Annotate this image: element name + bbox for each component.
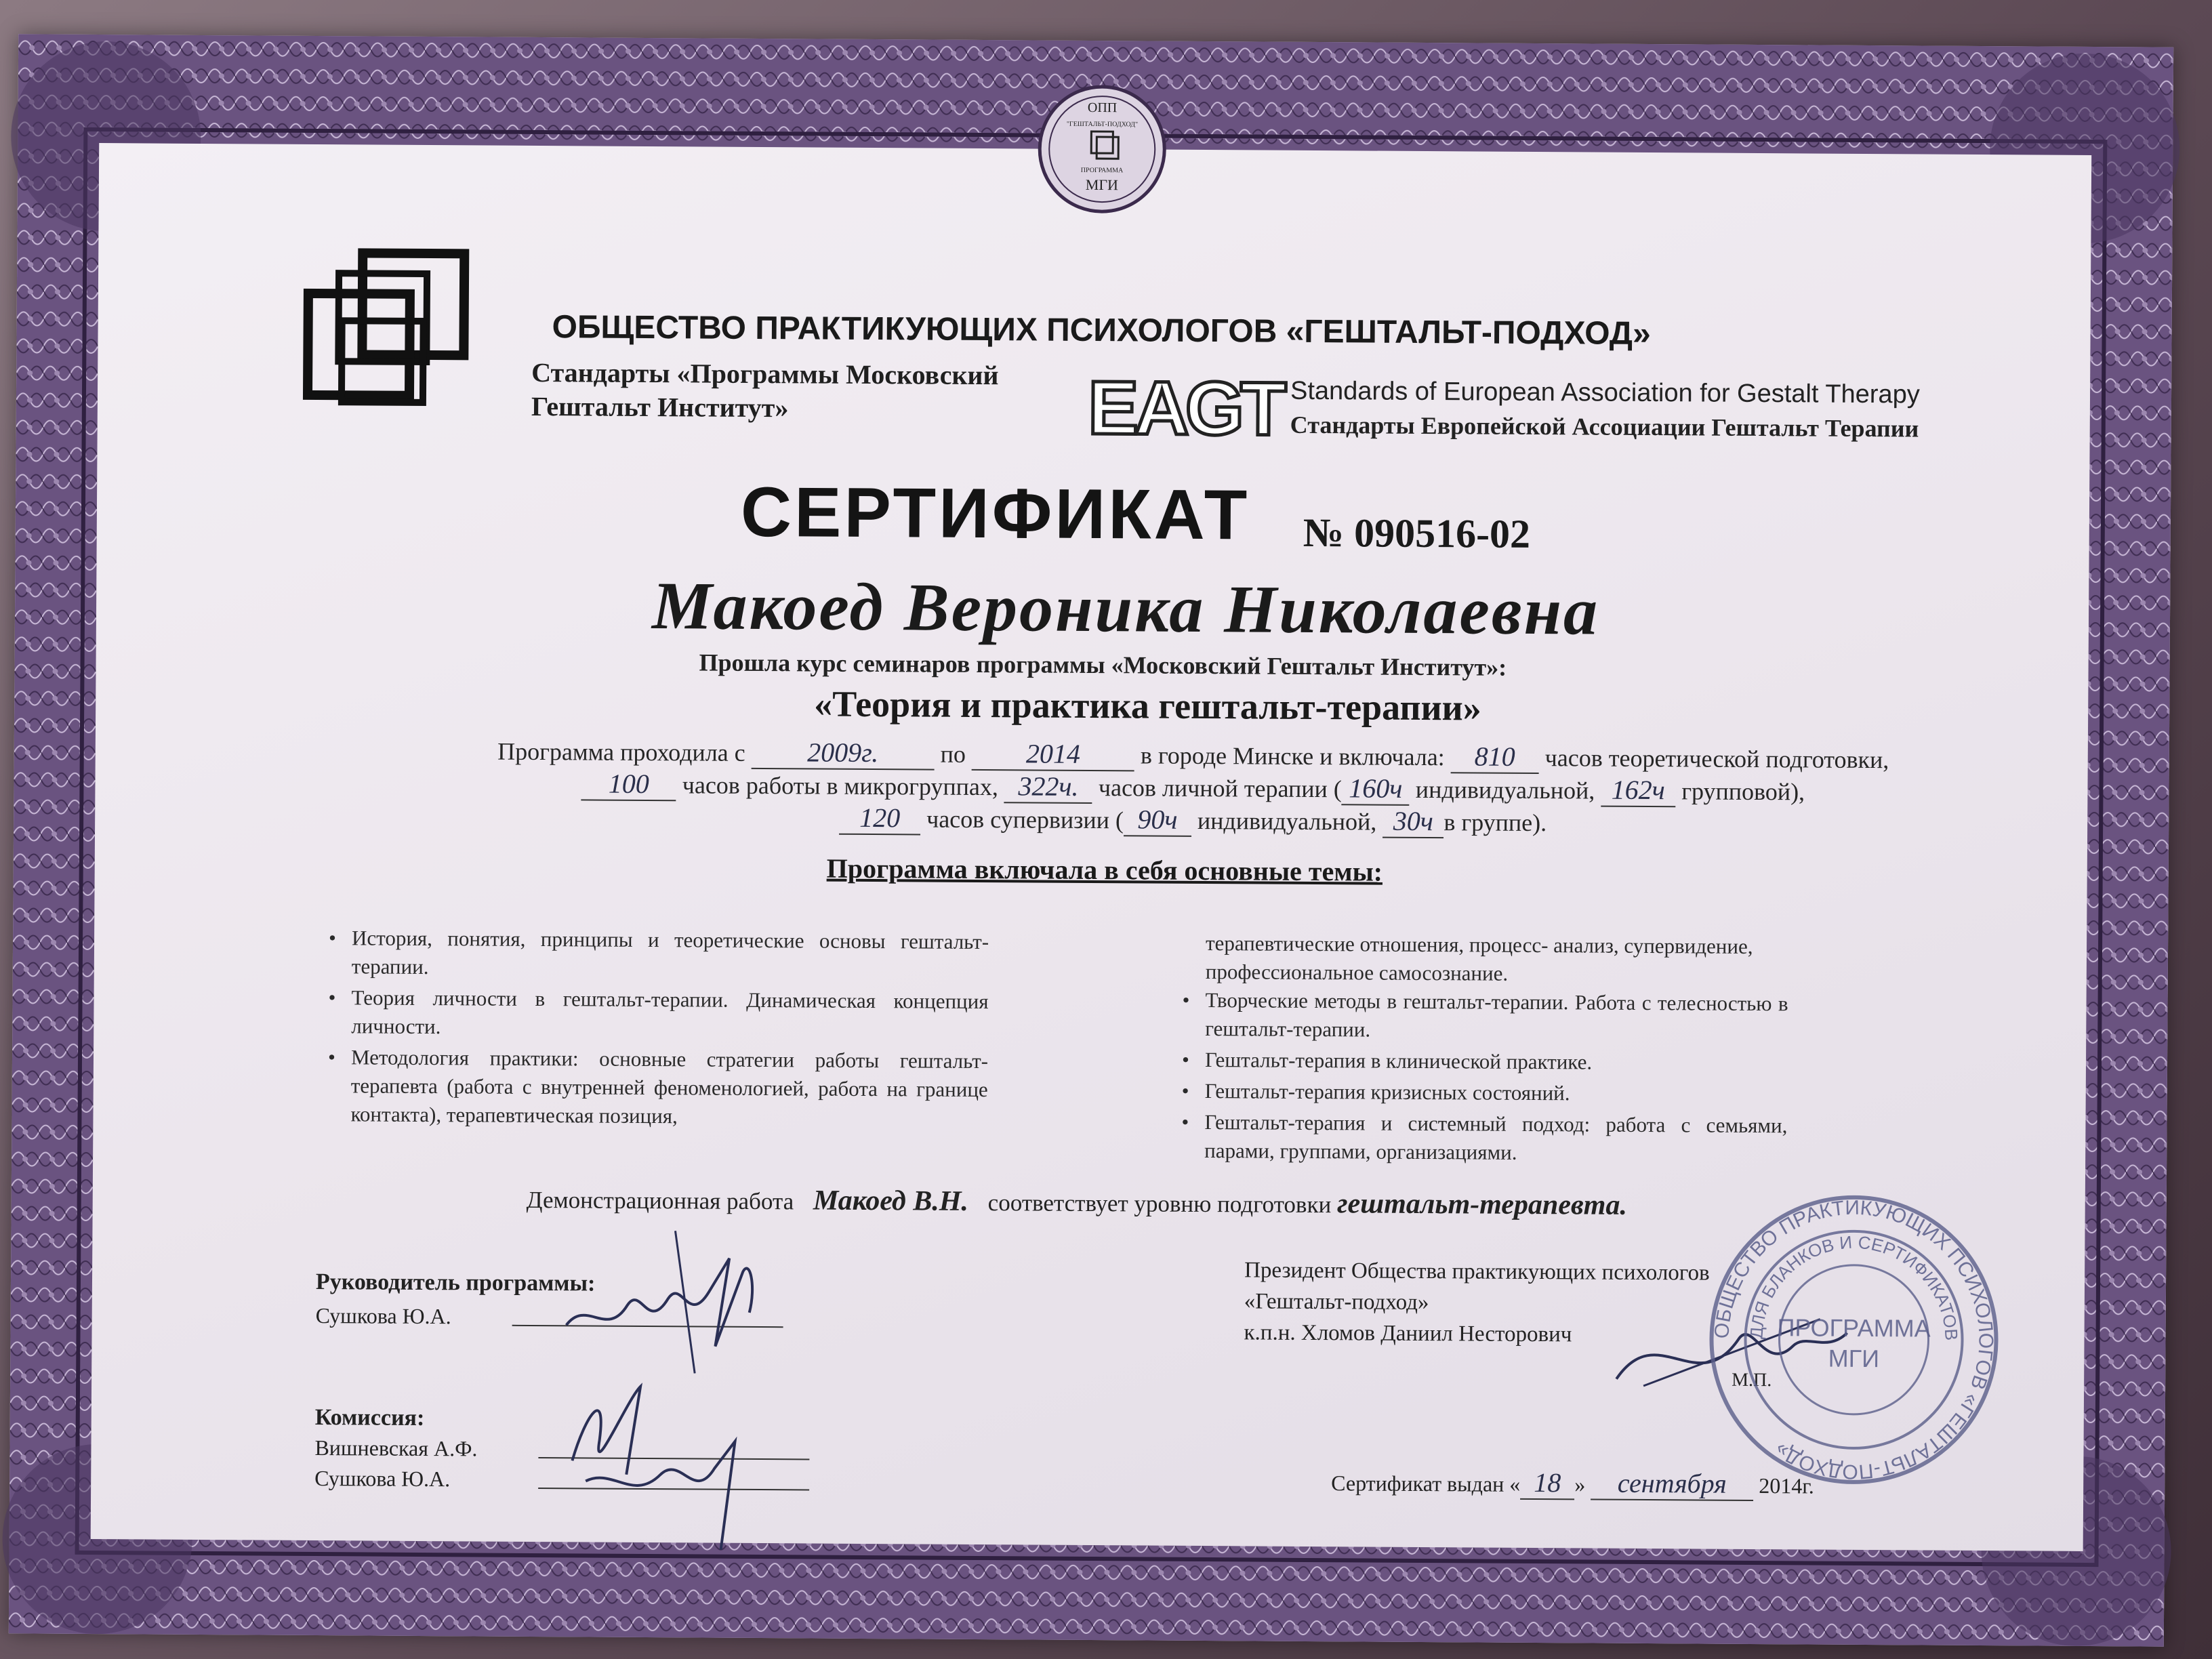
theory-hours: 810 — [1451, 741, 1539, 774]
topic-item — [325, 924, 989, 985]
seal-top-line1: ОПП — [1087, 100, 1118, 116]
standards-eagt-ru: Стандарты Европейской Ассоциации Гештальт Терапии — [1290, 411, 1919, 443]
commission-signature-icon — [544, 1345, 790, 1563]
standards-eagt-en: Standards of European Association for Gestalt Therapy — [1290, 376, 1920, 409]
round-stamp-icon — [1704, 1190, 2004, 1490]
issued-year: 2014г. — [1759, 1473, 1814, 1498]
top-seal-icon — [1034, 81, 1170, 217]
bullet-icon: • — [1181, 1109, 1189, 1134]
course-line: Прошла курс семинаров программы «Московский Гештальт Институт»: — [699, 649, 1507, 681]
leader-label: Руководитель программы: — [315, 1269, 596, 1296]
program-text: часов супервизии ( — [926, 805, 1124, 834]
program-text: индивидуальной, — [1415, 775, 1595, 804]
standards-mgi-line2: Гештальт Институт» — [531, 390, 789, 424]
president-line1: Президент Общества практикующих психологов — [1244, 1258, 1710, 1286]
eagt-logo-icon — [1087, 359, 1283, 455]
issued-prefix: Сертификат выдан « — [1331, 1471, 1521, 1496]
issued-mid: » — [1574, 1472, 1586, 1497]
bullet-icon: • — [1181, 1047, 1189, 1071]
bullet-icon: • — [327, 1045, 335, 1069]
group-therapy-hours: 162ч — [1601, 775, 1675, 808]
stamp-center-1: ПРОГРАММА — [1777, 1313, 1931, 1343]
bullet-icon: • — [1182, 987, 1190, 1012]
topic-text: История, понятия, принципы и теоретические основы гештальт-терапии. — [351, 926, 989, 979]
bullet-icon: • — [328, 926, 337, 950]
stamp-inner-text: ДЛЯ БЛАНКОВ И СЕРТИФИКАТОВ — [1746, 1231, 1962, 1341]
sup-group-hours: 30ч — [1382, 806, 1443, 839]
demo-work-line — [527, 1183, 1627, 1222]
seal-top-line2: "ГЕШТАЛЬТ-ПОДХОД" — [1066, 120, 1139, 129]
standards-mgi-line1: Стандарты «Программы Московский — [531, 356, 999, 391]
program-text: часов теоретической подготовки, — [1544, 744, 1889, 774]
topic-item — [324, 983, 988, 1044]
program-details — [380, 735, 2007, 842]
seal-top-line3: ПРОГРАММА — [1080, 166, 1124, 175]
commission-member-2: Сушкова Ю.А. — [314, 1466, 451, 1492]
president-line3: к.п.н. Хломов Даниил Несторович — [1244, 1320, 1572, 1347]
standards-mgi — [531, 356, 1101, 427]
program-text: групповой), — [1681, 777, 1805, 806]
group-hours: 100 — [581, 768, 676, 801]
sup-individual-hours: 90ч — [1124, 804, 1191, 837]
certificate-number: № 090516-02 — [1303, 510, 1531, 556]
seal-top-line4: МГИ — [1085, 176, 1119, 194]
personal-hours: 322ч. — [1004, 771, 1092, 804]
program-text: по — [940, 740, 966, 768]
stamp-outer-text: ОБЩЕСТВО ПРАКТИКУЮЩИХ ПСИХОЛОГОВ «ГЕШТАЛЬТ-ПОДХОД» — [1711, 1196, 1997, 1483]
recipient-name: Макоед Вероника Николаевна — [651, 568, 1600, 649]
president-line2: «Гештальт-подход» — [1244, 1289, 1429, 1315]
topics-title: Программа включала в себя основные темы: — [826, 853, 1383, 887]
topic-item — [1178, 1077, 1788, 1109]
topic-text: Творческие методы в гештальт-терапии. Работа с телесностью в гештальт-терапии. — [1205, 988, 1788, 1042]
demo-middle: соответствует уровню подготовки — [987, 1189, 1332, 1218]
demo-name: Макоед В.Н. — [813, 1185, 969, 1217]
individual-hours: 160ч — [1342, 773, 1410, 806]
topics-right-column — [1177, 929, 1788, 1171]
demo-level: гештальт-терапевта. — [1336, 1188, 1628, 1221]
mp-label: М.П. — [1732, 1369, 1772, 1391]
topic-text: Методология практики: основные стратегии работы гештальт-терапевта (работа с внутренней феноменологией, работа на границе контакта), терапевтическая позиция, — [350, 1045, 989, 1128]
program-text: часов личной терапии ( — [1098, 774, 1342, 803]
topic-item — [1178, 1046, 1788, 1078]
standards-eagt — [1290, 374, 2172, 447]
topic-text: Гештальт-терапия кризисных состояний. — [1204, 1079, 1570, 1105]
org-title: ОБЩЕСТВО ПРАКТИКУЮЩИХ ПСИХОЛОГОВ «ГЕШТАЛЬТ-ПОДХОД» — [552, 309, 1651, 352]
eagt-logo-text: EAGT — [1087, 365, 1283, 451]
commission-member-1: Вишневская А.Ф. — [314, 1435, 478, 1461]
stamp-center-2: МГИ — [1828, 1344, 1880, 1373]
topic-text: Гештальт-терапия в клинической практике. — [1204, 1048, 1593, 1074]
issued-day: 18 — [1520, 1467, 1574, 1500]
topic-item — [323, 1043, 988, 1132]
program-text: часов работы в микрогруппах, — [682, 771, 999, 801]
issue-date — [1331, 1465, 1814, 1501]
program-text: индивидуальной, — [1197, 806, 1377, 836]
certificate-title: СЕРТИФИКАТ — [740, 472, 1250, 555]
issued-month: сентября — [1591, 1467, 1753, 1501]
topics-left-column — [323, 924, 989, 1135]
topic-text: Теория личности в гештальт-терапии. Динамическая концепция личности. — [351, 985, 989, 1039]
topic-text: Гештальт-терапия и системный подход: работа с семьями, парами, группами, организациями. — [1204, 1110, 1788, 1164]
program-text: в группе). — [1443, 808, 1547, 837]
topic-item — [1177, 1108, 1787, 1168]
topic-item — [1178, 986, 1788, 1046]
certificate-paper — [9, 34, 2173, 1646]
program-from: 2009г. — [752, 737, 935, 771]
topic-continued: терапевтические отношения, процесс- анализ, супервидение, профессиональное самосознание. — [1205, 931, 1753, 985]
program-text: Программа проходила с — [497, 737, 745, 766]
bullet-icon: • — [1181, 1078, 1189, 1103]
commission-label: Комиссия: — [314, 1405, 425, 1431]
bullet-icon: • — [328, 985, 336, 1010]
course-name: «Теория и практика гештальт-терапии» — [814, 683, 1481, 729]
leader-name: Сушкова Ю.А. — [315, 1303, 451, 1329]
program-text: в городе Минске и включала: — [1140, 741, 1445, 771]
demo-prefix: Демонстрационная работа — [526, 1186, 794, 1215]
org-logo-icon — [301, 246, 478, 424]
program-to: 2014 — [972, 738, 1134, 771]
supervision-hours: 120 — [839, 802, 920, 836]
